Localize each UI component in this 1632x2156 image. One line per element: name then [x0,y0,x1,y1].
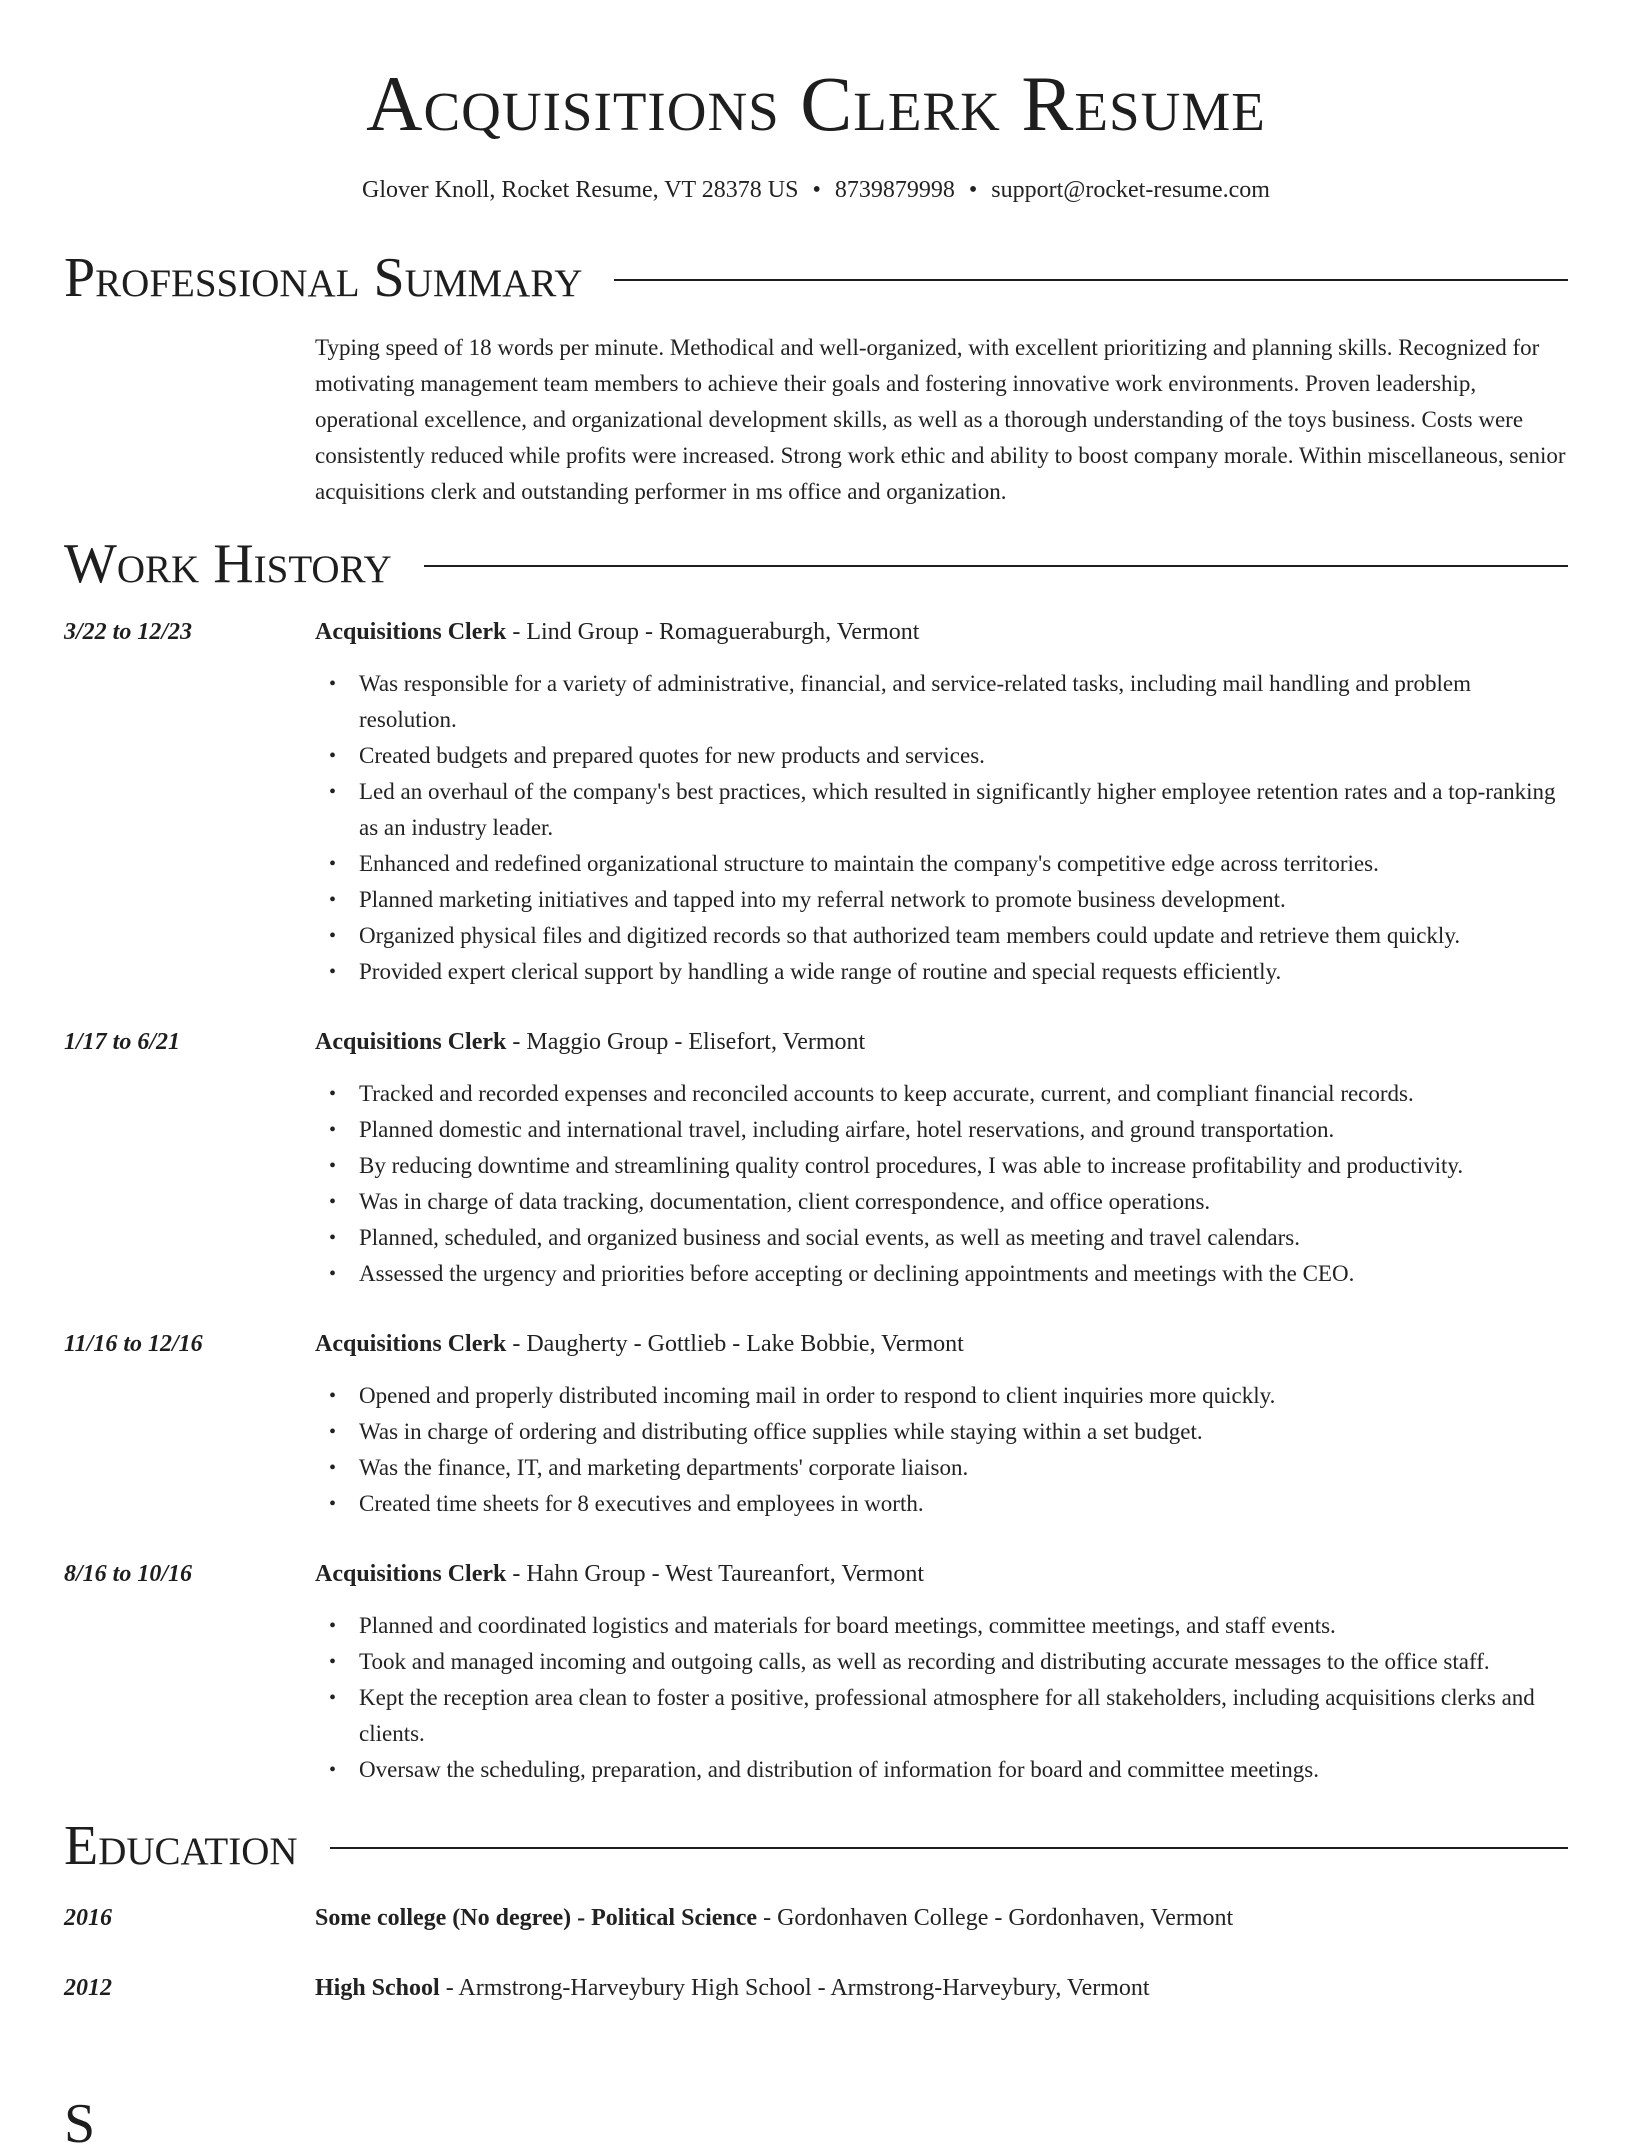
job-bullet: • Opened and properly distributed incoming mail in order to respond to client inquiries more quickly. [315,1378,1568,1414]
job-bullet: • Was in charge of ordering and distributing office supplies while staying within a set budget. [315,1414,1568,1450]
next-section-heading-partial: S [64,2093,96,2155]
summary-section-header [64,246,1568,310]
job-bullet: • Provided expert clerical support by handling a wide range of routine and special requests efficiently. [315,954,1568,990]
job-bullet: • Assessed the urgency and priorities before accepting or declining appointments and meetings with the CEO. [315,1256,1568,1292]
job-entry [64,1556,1568,1788]
summary-text: Typing speed of 18 words per minute. Methodical and well-organized, with excellent prioritizing and planning skills. Recognized for motivating management team members to achieve their goals and fostering innovative work environments. Proven leadership, operational excellence, and organizational development skills, as well as a thorough understanding of the toys business. Costs were consistently reduced while profits were increased. Strong work ethic and ability to boost company morale. Within miscellaneous, senior acquisitions clerk and outstanding performer in ms office and organization. [315,335,1566,504]
education-entry [64,1900,1568,1936]
job-bullet: • Kept the reception area clean to foster a positive, professional atmosphere for all stakeholders, including acquisitions clerks and clients. [315,1680,1568,1752]
job-dates: 8/16 to 10/16 [64,1561,193,1587]
job-bullets [315,1378,1568,1522]
job-title: Acquisitions Clerk [315,619,507,645]
job-bullet: • Enhanced and redefined organizational structure to maintain the company's competitive edge across territories. [315,846,1568,882]
education-year: 2012 [64,1975,112,2001]
job-bullet: • Planned, scheduled, and organized business and social events, as well as meeting and travel calendars. [315,1220,1568,1256]
work-section-header [64,532,1568,596]
education-section-header [64,1814,1568,1878]
job-bullet: • Was in charge of data tracking, documentation, client correspondence, and office operations. [315,1184,1568,1220]
job-title: Acquisitions Clerk [315,1029,507,1055]
section-divider [614,279,1568,281]
summary-block [64,330,1568,510]
contact-email: support@rocket-resume.com [991,177,1270,203]
section-divider [330,1847,1568,1849]
job-bullet: • Was the finance, IT, and marketing departments' corporate liaison. [315,1450,1568,1486]
education-heading: Education [64,1815,298,1877]
job-bullets [315,666,1568,990]
contact-separator: • [812,177,821,203]
summary-heading: Professional Summary [64,247,583,309]
job-bullets [315,1608,1568,1788]
job-header [315,1556,1568,1592]
education-degree: Some college (No degree) - Political Science [315,1905,758,1931]
job-bullet: • Organized physical files and digitized records so that authorized team members could update and retrieve them quickly. [315,918,1568,954]
job-title: Acquisitions Clerk [315,1331,507,1357]
work-history [64,614,1568,1788]
education-entry [64,1970,1568,2006]
education-degree: High School [315,1975,440,2001]
job-bullet: • Planned marketing initiatives and tapped into my referral network to promote business development. [315,882,1568,918]
job-bullet: • Planned and coordinated logistics and materials for board meetings, committee meetings, and staff events. [315,1608,1568,1644]
education-school-location: - Gordonhaven College - Gordonhaven, Vermont [757,1905,1234,1931]
job-bullet: • Created time sheets for 8 executives and employees in worth. [315,1486,1568,1522]
job-bullet: • Planned domestic and international travel, including airfare, hotel reservations, and ground transportation. [315,1112,1568,1148]
job-employer-location: - Maggio Group - Elisefort, Vermont [506,1029,866,1055]
job-dates: 11/16 to 12/16 [64,1331,203,1357]
job-header [315,1326,1568,1362]
job-bullet: • Created budgets and prepared quotes for new products and services. [315,738,1568,774]
job-dates: 3/22 to 12/23 [64,619,193,645]
section-divider [424,565,1568,567]
contact-phone: 8739879998 [834,177,955,203]
job-dates: 1/17 to 6/21 [64,1029,181,1055]
job-bullet: • Was responsible for a variety of administrative, financial, and service-related tasks, including mail handling and problem resolution. [315,666,1568,738]
resume-title: Acquisitions Clerk Resume [366,60,1266,147]
contact-line [64,174,1568,206]
education-list [64,1900,1568,2006]
job-bullets [315,1076,1568,1292]
job-header [315,614,1568,650]
job-entry [64,1024,1568,1292]
job-employer-location: - Lind Group - Romagueraburgh, Vermont [506,619,920,645]
job-bullet: • By reducing downtime and streamlining quality control procedures, I was able to increase profitability and productivity. [315,1148,1568,1184]
job-title: Acquisitions Clerk [315,1561,507,1587]
education-school-location: - Armstrong-Harveybury High School - Armstrong-Harveybury, Vermont [439,1975,1150,2001]
job-bullet: • Tracked and recorded expenses and reconciled accounts to keep accurate, current, and compliant financial records. [315,1076,1568,1112]
work-heading: Work History [64,533,392,595]
job-employer-location: - Hahn Group - West Taureanfort, Vermont [506,1561,924,1587]
job-bullet: • Took and managed incoming and outgoing calls, as well as recording and distributing accurate messages to the office staff. [315,1644,1568,1680]
job-employer-location: - Daugherty - Gottlieb - Lake Bobbie, Vermont [506,1331,964,1357]
education-year: 2016 [64,1905,112,1931]
contact-separator: • [968,177,978,203]
job-entry [64,1326,1568,1522]
job-bullet: • Led an overhaul of the company's best practices, which resulted in significantly higher employee retention rates and a top-ranking as an industry leader. [315,774,1568,846]
contact-address: Glover Knoll, Rocket Resume, VT 28378 US [362,177,799,203]
job-entry [64,614,1568,990]
job-bullet: • Oversaw the scheduling, preparation, and distribution of information for board and committee meetings. [315,1752,1568,1788]
job-header [315,1024,1568,1060]
